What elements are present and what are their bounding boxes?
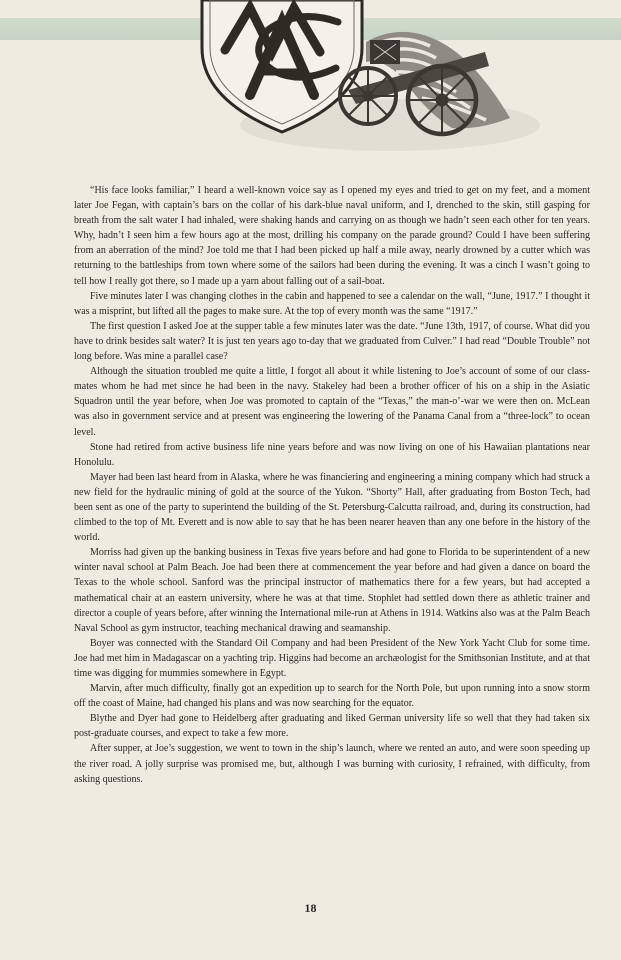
paragraph: Morriss had given up the banking business in Texas five years before and had gone to Florida to be superintendent of a new winter naval school at Palm Beach. Joe had been there at commencement the year before and had given a dance on board the Texas to the whole school. Sanford was the principal instructor of mathematics there for a few years, but had accepted a mathematical chair at an eastern university, where he was at that time. Stophlet had settled down there as athletic trainer and director a couple of years before, after winning the International mile-run at Athens in 1914. Watkins also was at the Palm Beach Naval School as gym instructor, teaching mechanical drawing and seamanship.: [74, 547, 590, 634]
paragraph: Boyer was connected with the Standard Oil Company and had been President of the New York Yacht Club for some time. Joe had met him in Madagascar on a yachting trip. Higgins had become an archæologist for the Smithsonian Institute, and at that time was digging for mummies somewhere in Egypt.: [74, 637, 590, 679]
paragraph: Mayer had been last heard from in Alaska, where he was financiering and engineering a mining company which had struck a new field for the hydraulic mining of gold at the source of the Yukon. “Shorty” Hall, after graduating from Boston Tech, had been sent as one of the party to superintend the building of the St. Petersburg-Calcutta railroad, and, during its construction, had climbed to the top of Mt. Everett and is now able to say that he has been nearer heaven than any one before in the history of the world.: [74, 471, 590, 544]
paragraph: Marvin, after much difficulty, finally got an expedition up to search for the North Pole, but upon running into a snow storm off the coast of Maine, had changed his plans and was now searching for the equator.: [74, 683, 590, 710]
paragraph: The first question I asked Joe at the supper table a few minutes later was the date. “June 13th, 1917, of course. What did you have to drink besides salt water? It is just ten years ago to-day that we graduated from Culver.” I had read “Double Trouble” not long before. Was mine a parallel case?: [74, 320, 590, 363]
cma-crest-emblem-icon: [180, 0, 540, 170]
paragraph: Stone had retired from active business life nine years before and was now living on one of his Hawaiian plantations near Honolulu.: [74, 441, 590, 468]
page-number: 18: [304, 901, 317, 915]
paragraph: Blythe and Dyer had gone to Heidelberg after graduating and liked German university life so well that they had taken six post-graduate courses, and expect to take a few more.: [74, 713, 590, 740]
paragraph: Although the situation troubled me quite a little, I forgot all about it while listening to Joe’s account of some of our class-mates whom he had met since he had been in the navy. Stakeley had been a brother officer of his on a ship in the Asiatic Squadron until the year before, when Joe was promoted to captain of the “Texas,” the man-o’-war we were then on. McLean was also in government service and at present was engineering the lowering of the Panama Canal from a “three-lock” to ocean level.: [74, 366, 590, 438]
paragraph: After supper, at Joe’s suggestion, we went to town in the ship’s launch, where we rented an auto, and were soon speeding up the river road. A jolly surprise was promised me, but, although I was burning with curiosity, I refrained, with difficulty, from asking questions.: [74, 743, 590, 785]
body-text: [74, 183, 590, 787]
paragraph: Five minutes later I was changing clothes in the cabin and happened to see a calendar on the wall, “June, 1917.” I thought it was a misprint, but lifted all the pages to make sure. At the top of every month was the same “1917.”: [74, 290, 590, 317]
paragraph: “His face looks familiar,” I heard a well-known voice say as I opened my eyes and tried to get on my feet, and a moment later Joe Fegan, with captain’s bars on the collar of his dark-blue naval uniform, and I, drenched to the skin, still gasping for breath from the salt water I had inhaled, were shaking hands and carrying on as though we hadn’t seen each other for ten years. Why, hadn’t I seen him a few hours ago at the most, drilling his company on the parade ground? Could I have been suffering from an aberration of the mind? Joe told me that I had been picked up half a mile away, nearly drowned by a cutter which was returning to the battleships from town where some of the sailors had been during the evening. It was a cinch I wasn’t going to tell how I really got there, so I made up a yarn about falling out of a sail-boat.: [74, 185, 590, 287]
